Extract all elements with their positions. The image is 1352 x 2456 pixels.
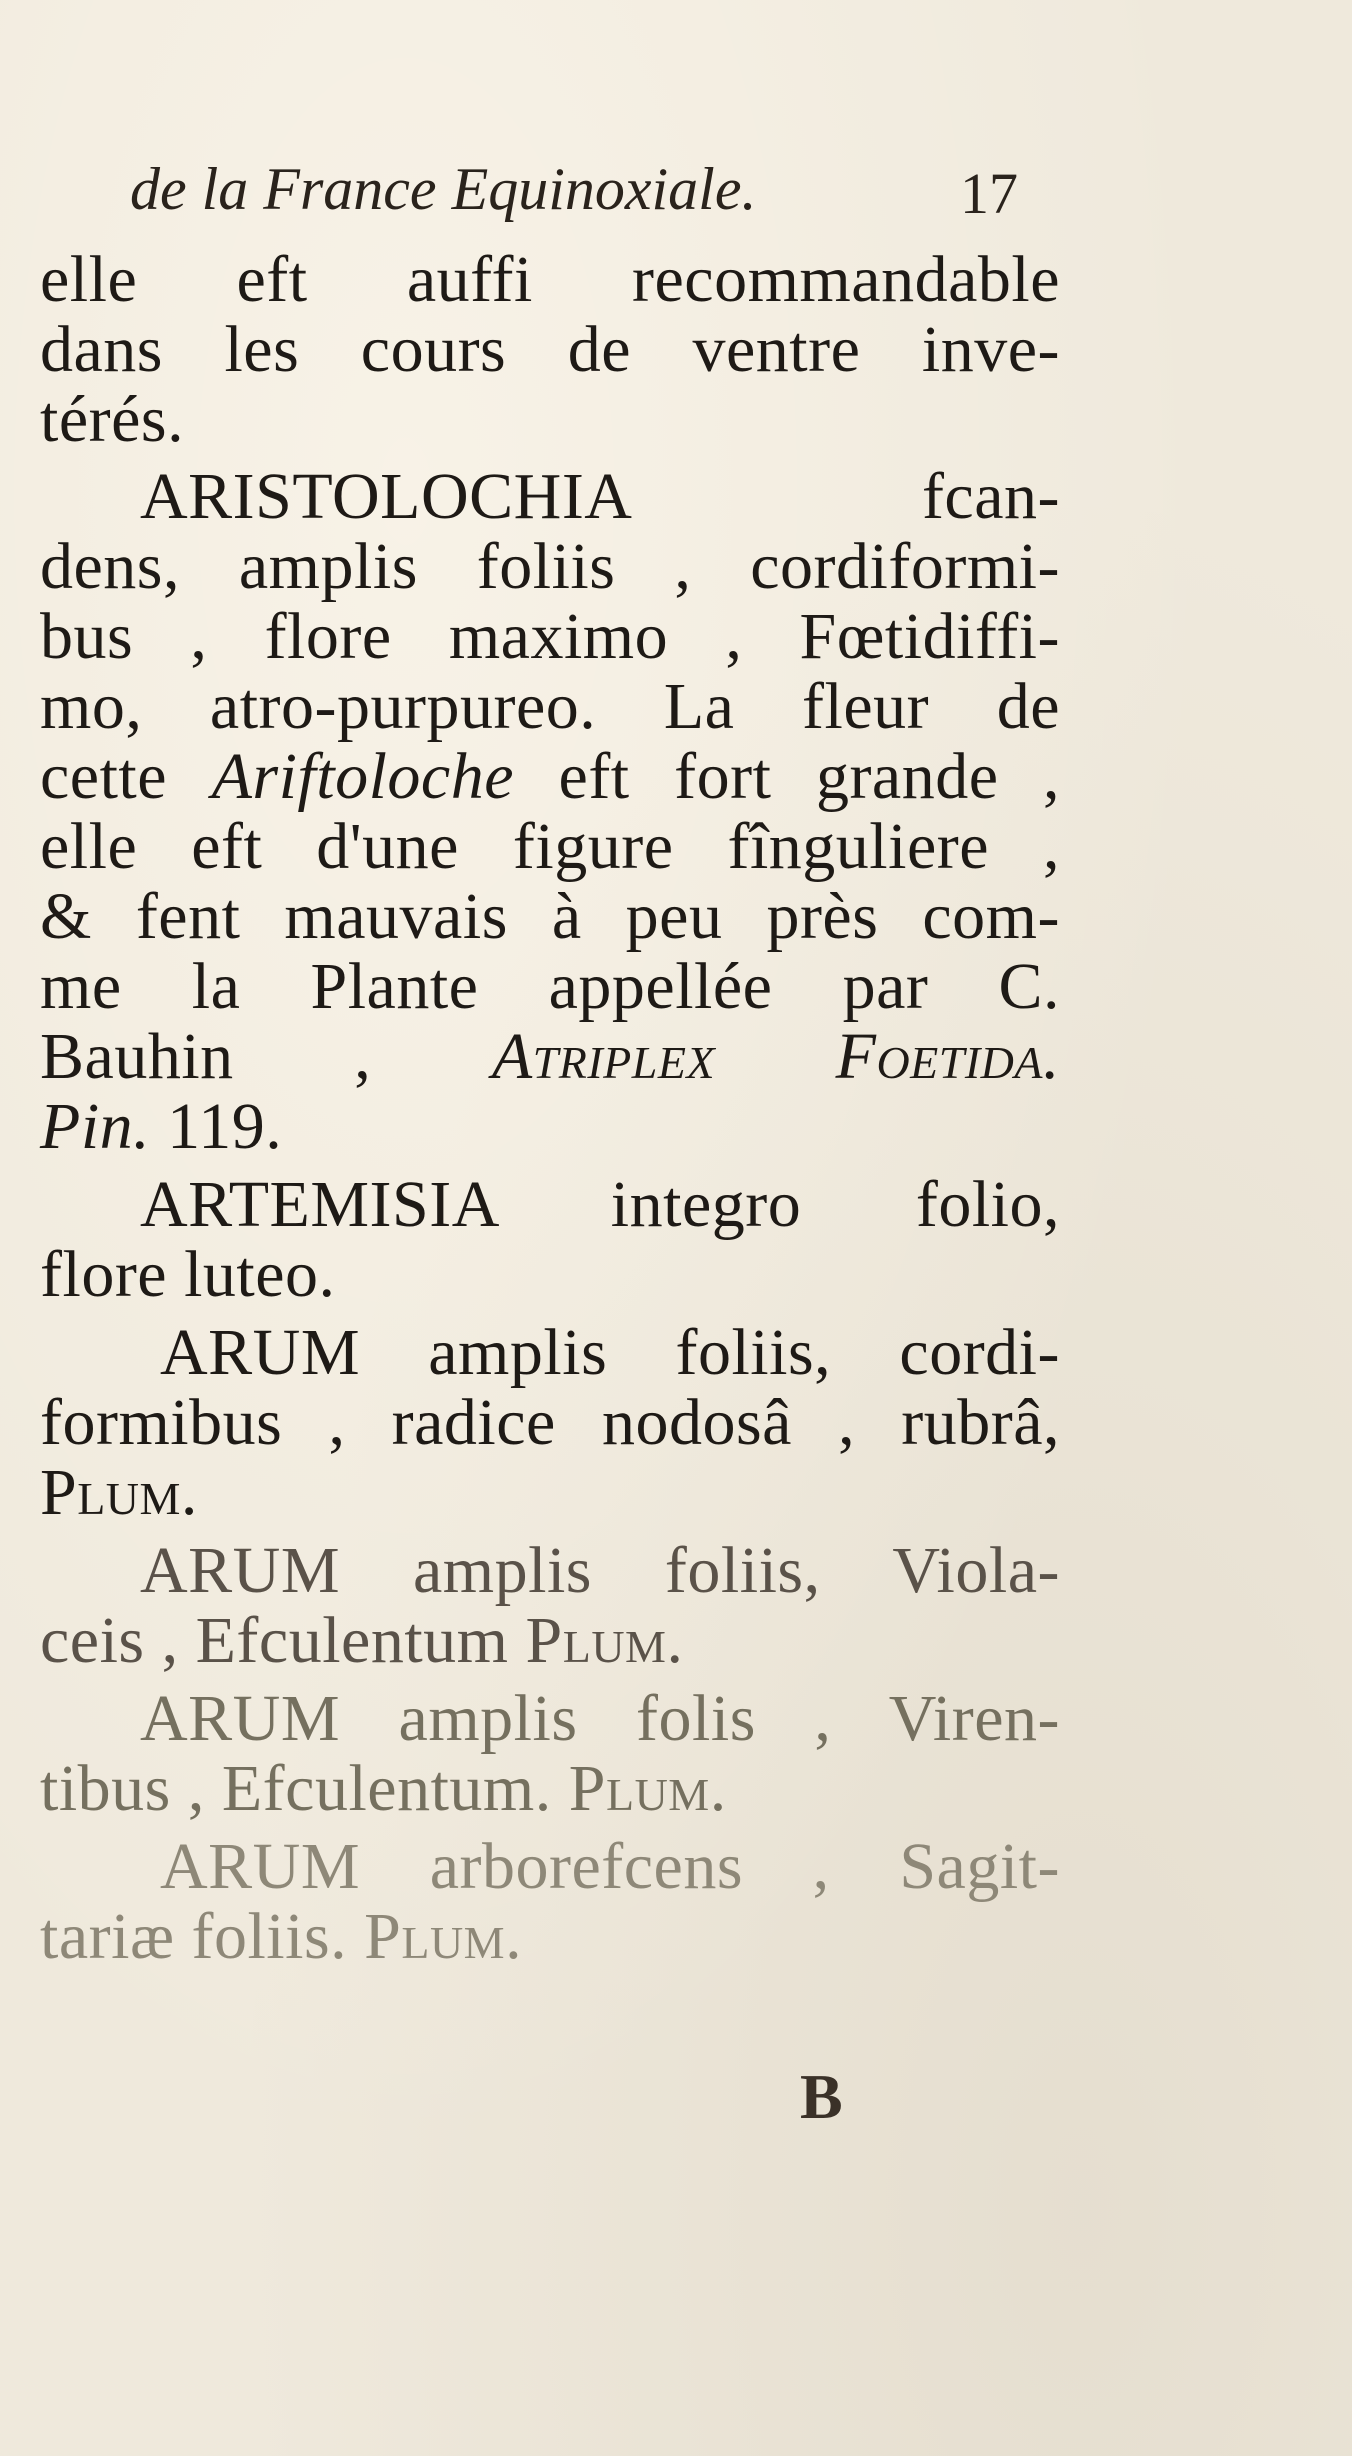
- entry-heading: ARUM arborefcens , Sagit-: [160, 1830, 1060, 1903]
- entry-heading: ARUM amplis folis , Viren-: [140, 1682, 1060, 1755]
- page-number: 17: [960, 161, 1018, 226]
- entry-heading: ARUM amplis foliis, Viola-: [140, 1534, 1060, 1607]
- entry-heading: ARTEMISIA integro folio,: [140, 1168, 1060, 1241]
- text-run: cette: [40, 740, 168, 813]
- smallcaps-term: Plum.: [525, 1604, 684, 1677]
- text-line: elle eft auffi recommandable: [40, 243, 1060, 316]
- text-line: [40, 742, 1060, 812]
- smallcaps-term: Plum.: [568, 1752, 727, 1825]
- text-run: tibus , Efculentum.: [40, 1752, 552, 1825]
- text-line: formibus , radice nodosâ , rubrâ,: [40, 1386, 1060, 1459]
- text-line: [40, 1754, 1060, 1824]
- text-line: dens, amplis foliis , cordiformi-: [40, 530, 1060, 603]
- text-line: térés.: [40, 383, 185, 456]
- italic-smallcaps-term: Atriplex Foetida.: [491, 1020, 1060, 1093]
- text-run: 119.: [167, 1090, 283, 1163]
- italic-term: Ariftoloche: [211, 740, 515, 813]
- smallcaps-term: Plum.: [364, 1900, 523, 1973]
- italic-reference: Pin.: [40, 1090, 151, 1163]
- entry-heading: ARUM amplis foliis, cordi-: [160, 1316, 1060, 1389]
- text-line: [40, 1092, 1060, 1162]
- signature-mark: B: [800, 2061, 843, 2132]
- text-line: mo, atro-purpureo. La fleur de: [40, 670, 1060, 743]
- entry-heading: ARISTOLOCHIA fcan-: [140, 460, 1060, 533]
- text-line: & fent mauvais à peu près com-: [40, 880, 1060, 953]
- text-line: me la Plante appellée par C.: [40, 950, 1060, 1023]
- text-run: eft fort grande ,: [558, 740, 1061, 813]
- text-line: flore luteo.: [40, 1238, 336, 1311]
- text-line: [40, 1022, 1060, 1092]
- text-line: Plum.: [40, 1456, 198, 1529]
- text-line: bus , flore maximo , Fœtidiffi-: [40, 600, 1060, 673]
- text-line: dans les cours de ventre inve-: [40, 313, 1060, 386]
- running-head: de la France Equinoxiale.: [130, 156, 757, 222]
- text-run: ceis , Efculentum: [40, 1604, 509, 1677]
- text-line: [40, 1902, 1060, 1972]
- text-line: [40, 1606, 1060, 1676]
- text-run: Bauhin ,: [40, 1020, 372, 1093]
- text-run: tariæ foliis.: [40, 1900, 348, 1973]
- text-line: elle eft d'une figure fînguliere ,: [40, 810, 1060, 883]
